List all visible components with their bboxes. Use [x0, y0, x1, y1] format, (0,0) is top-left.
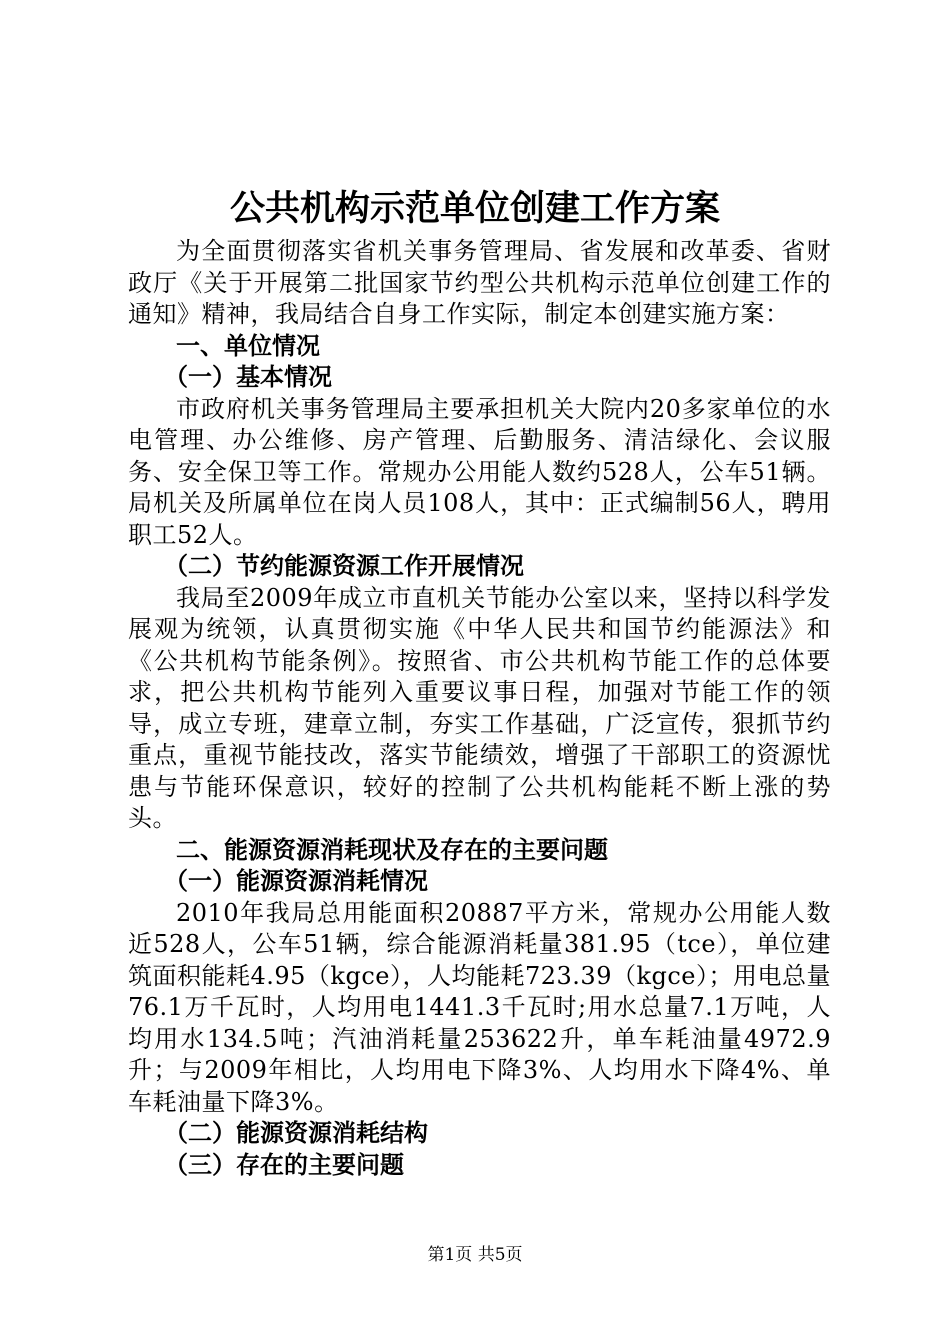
intro-paragraph: 为全面贯彻落实省机关事务管理局、省发展和改革委、省财政厅《关于开展第二批国家节约型公共机构示范单位创建工作的通知》精神，我局结合自身工作实际，制定本创建实施方案：: [128, 237, 831, 328]
subsection-heading-consumption-situation: （一）能源资源消耗情况: [164, 867, 428, 895]
basic-info-paragraph: 市政府机关事务管理局主要承担机关大院内20多家单位的水电管理、办公维修、房产管理、后勤服务、清洁绿化、会议服务、安全保卫等工作。常规办公用能人数约528人，公车51辆。局机关及所属单位在岗人员108人，其中：正式编制56人，聘用职工52人。: [128, 394, 831, 549]
section-heading-consumption-status: 二、能源资源消耗现状及存在的主要问题: [176, 835, 608, 864]
energy-saving-work-paragraph: 我局至2009年成立市直机关节能办公室以来，坚持以科学发展观为统领，认真贯彻实施《中华人民共和国节约能源法》和《公共机构节能条例》。按照省、市公共机构节能工作的总体要求，把公共机构节能列入重要议事日程，加强对节能工作的领导，成立专班，建章立制，夯实工作基础，广泛宣传，狠抓节约重点，重视节能技改，落实节能绩效，增强了干部职工的资源忧患与节能环保意识，较好的控制了公共机构能耗不断上涨的势头。: [128, 583, 831, 832]
section-heading-unit-info: 一、单位情况: [176, 331, 320, 360]
subsection-heading-consumption-structure: （二）能源资源消耗结构: [164, 1119, 428, 1147]
consumption-situation-paragraph: 2010年我局总用能面积20887平方米，常规办公用能人数近528人，公车51辆，综合能源消耗量381.95（tce），单位建筑面积能耗4.95（kgce），人均能耗723.39（kgce）；用电总量76.1万千瓦时，人均用电1441.3千瓦时;用水总量7.1万吨，人均用水134.5吨；汽油消耗量253622升，单车耗油量4972.9升；与2009年相比，人均用电下降3%、人均用水下降4%、单车耗油量下降3%。: [128, 898, 832, 1116]
subsection-heading-main-problems: （三）存在的主要问题: [164, 1150, 404, 1179]
page-number-footer: 第1页 共5页: [427, 1245, 523, 1265]
document-body: [128, 236, 831, 1181]
subsection-heading-basic-info: （一）基本情况: [164, 363, 332, 391]
subsection-heading-energy-saving-work: （二）节约能源资源工作开展情况: [164, 552, 524, 580]
document-title: 公共机构示范单位创建工作方案: [229, 189, 720, 229]
